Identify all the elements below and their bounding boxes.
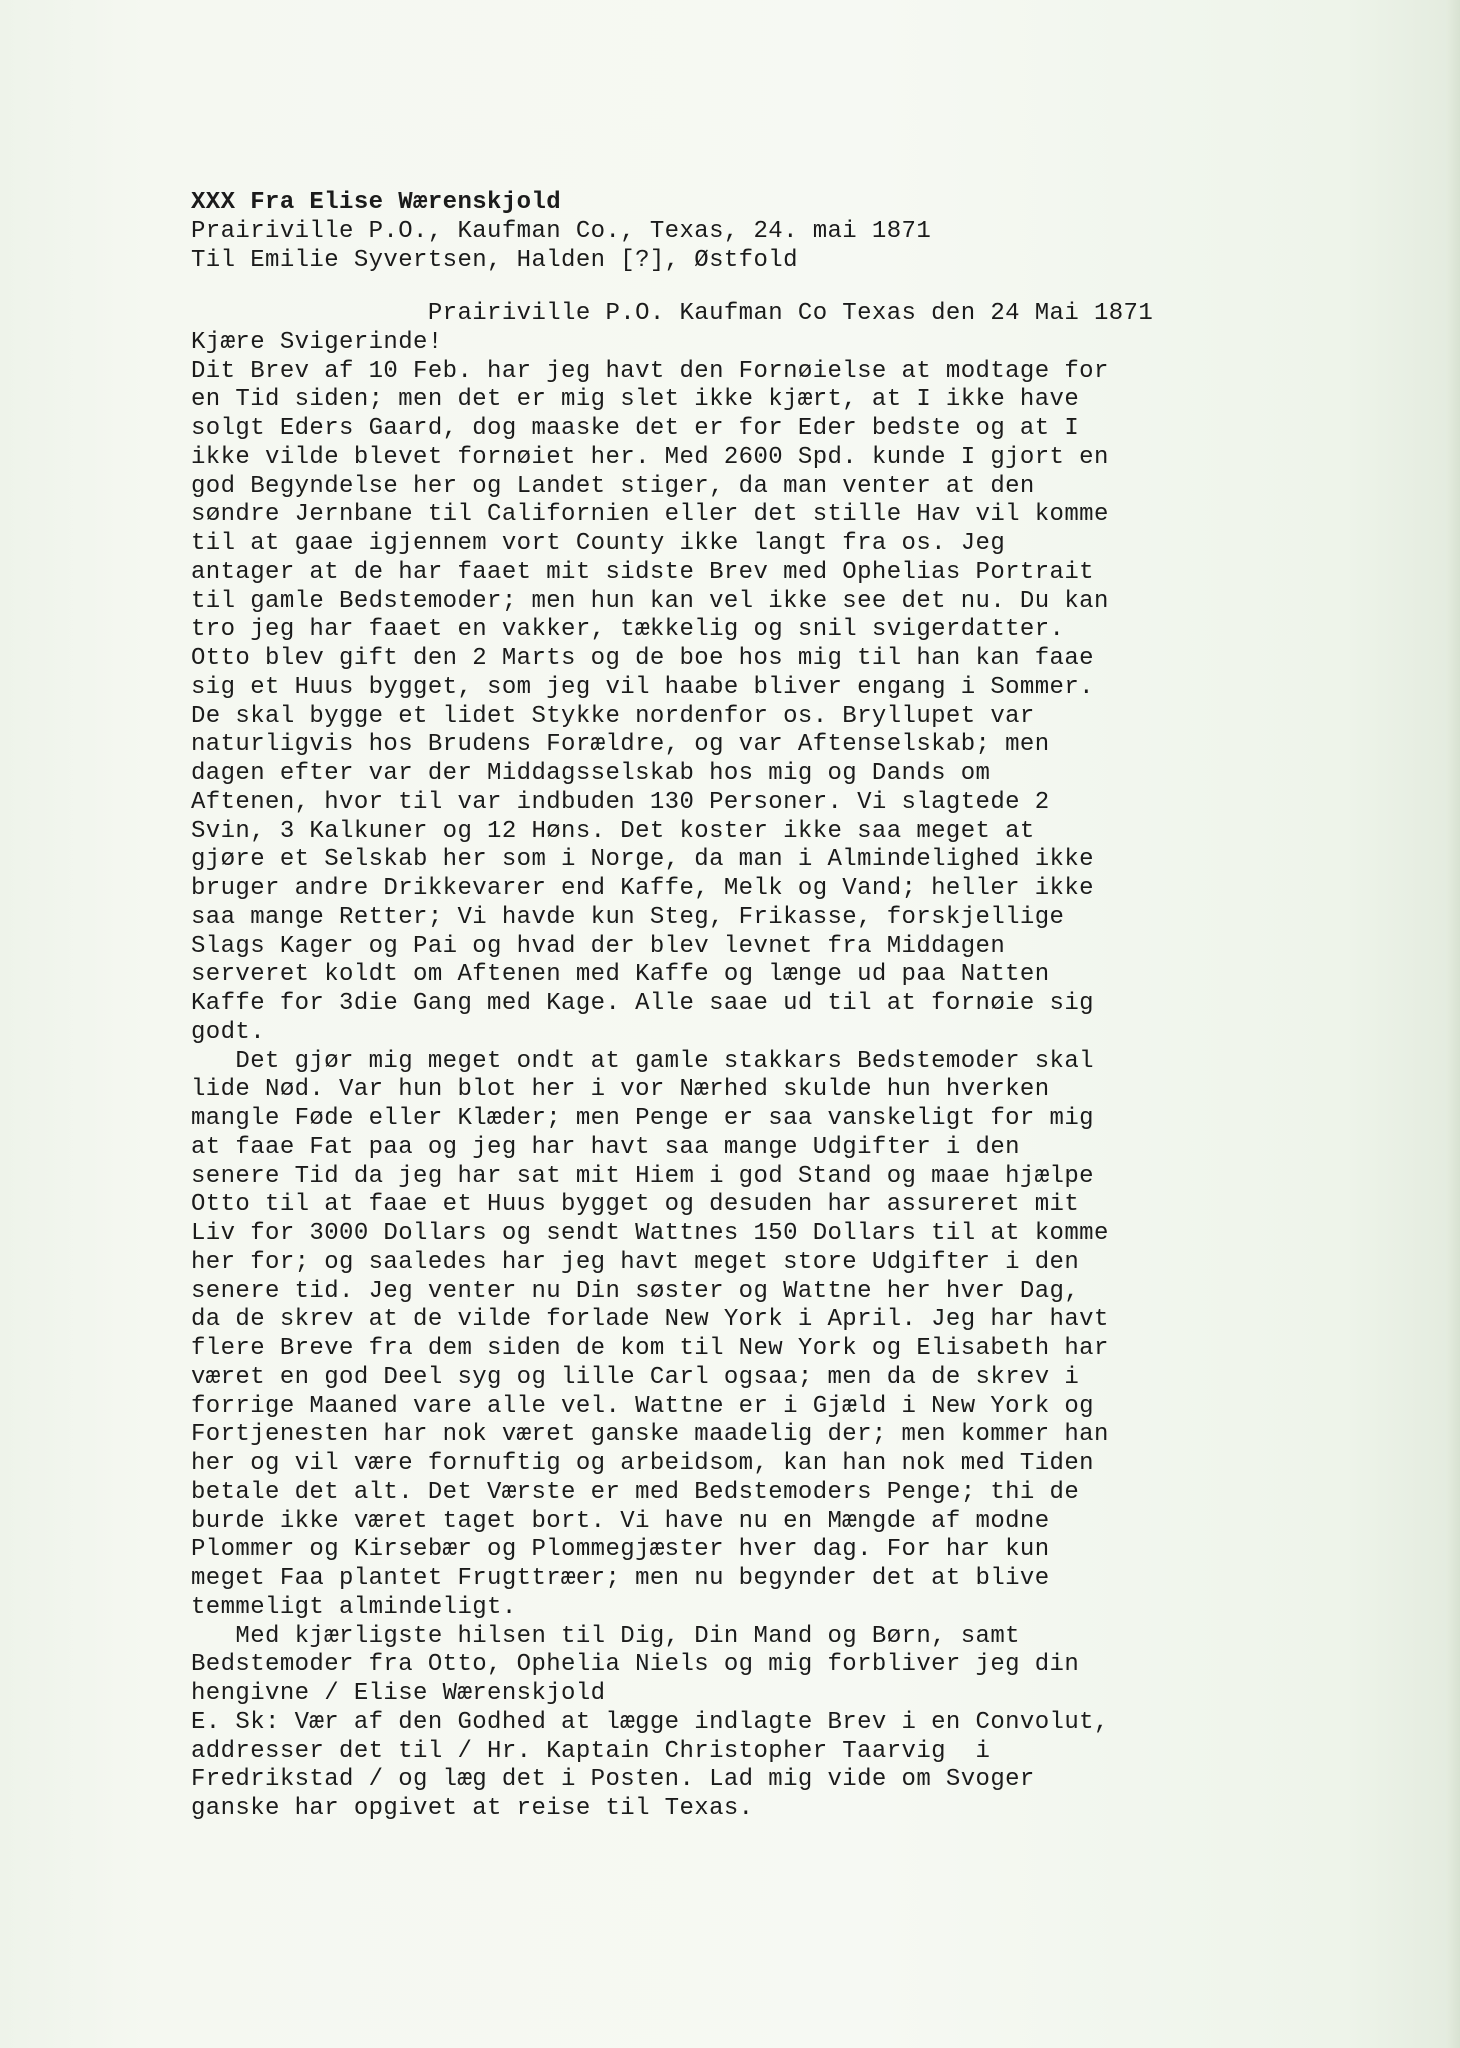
recipient-line: Til Emilie Syvertsen, Halden [?], Østfold	[191, 247, 798, 274]
letter-line: naturligvis hos Brudens Forældre, og var Aftenselskab; men	[191, 731, 1050, 759]
letter-line: addresser det til / Hr. Kaptain Christopher Taarvig i	[191, 1737, 991, 1765]
letter-line: antager at de har faaet mit sidste Brev med Ophelias Portrait	[191, 558, 1094, 586]
letter-line: serveret koldt om Aftenen med Kaffe og længe ud paa Natten	[191, 961, 1050, 989]
letter-line: hengivne / Elise Wærenskjold	[191, 1680, 606, 1707]
letter-line: Otto til at faae et Huus bygget og desuden har assureret mit	[191, 1191, 1080, 1219]
letter-line: senere tid. Jeg venter nu Din søster og Wattne her hver Dag,	[191, 1277, 1080, 1305]
letter-line: søndre Jernbane til Californien eller det stille Hav vil komme	[191, 501, 1109, 529]
letter-line: dagen efter var der Middagsselskab hos mig og Dands om	[191, 760, 991, 787]
letter-line: her og vil være fornuftig og arbeidsom, kan han nok med Tiden	[191, 1450, 1094, 1477]
letter-line: flere Breve fra dem siden de kom til New York og Elisabeth har	[191, 1335, 1109, 1362]
letter-line: Svin, 3 Kalkuner og 12 Høns. Det koster ikke saa meget at	[191, 817, 1035, 845]
letter-line: Kjære Svigerinde!	[191, 328, 443, 356]
letter-line: temmeligt almindeligt.	[191, 1593, 517, 1621]
letter-line: E. Sk: Vær af den Godhed at lægge indlagte Brev i en Convolut,	[191, 1708, 1109, 1736]
letter-line: Fredrikstad / og læg det i Posten. Lad mig vide om Svoger	[191, 1766, 1035, 1794]
letter-line: tro jeg har faaet en vakker, tækkelig og snil svigerdatter.	[191, 616, 1065, 644]
letter-line: saa mange Retter; Vi havde kun Steg, Frikasse, forskjellige	[191, 903, 1065, 931]
document-header	[191, 188, 1351, 275]
letter-line: Aftenen, hvor til var indbuden 130 Personer. Vi slagtede 2	[191, 788, 1050, 816]
letter-line: Prairiville P.O. Kaufman Co Texas den 24 Mai 1871	[191, 300, 1154, 327]
place-date-line: Prairiville P.O., Kaufman Co., Texas, 24. mai 1871	[191, 218, 932, 245]
letter-line: ikke vilde blevet fornøiet her. Med 2600 Spd. kunde I gjort en	[191, 443, 1109, 471]
letter-line: betale det alt. Det Værste er med Bedstemoders Penge; thi de	[191, 1478, 1080, 1506]
letter-line: Kaffe for 3die Gang med Kage. Alle saae ud til at fornøie sig	[191, 990, 1094, 1017]
letter-line: burde ikke været taget bort. Vi have nu en Mængde af modne	[191, 1507, 1050, 1535]
letter-line: meget Faa plantet Frugttræer; men nu begynder det at blive	[191, 1565, 1050, 1592]
letter-line: at faae Fat paa og jeg har havt saa mange Udgifter i den	[191, 1133, 1020, 1161]
letter-line: en Tid siden; men det er mig slet ikke kjært, at I ikke have	[191, 386, 1080, 414]
letter-line: til at gaae igjennem vort County ikke langt fra os. Jeg	[191, 530, 1006, 557]
letter-line: Liv for 3000 Dollars og sendt Wattnes 150 Dollars til at komme	[191, 1220, 1109, 1247]
document-title: XXX Fra Elise Wærenskjold	[191, 189, 562, 216]
letter-line: Plommer og Kirsebær og Plommegjæster hver dag. For har kun	[191, 1536, 1050, 1564]
letter-line: god Begyndelse her og Landet stiger, da man venter at den	[191, 472, 1035, 500]
letter-line: gjøre et Selskab her som i Norge, da man i Almindelighed ikke	[191, 846, 1094, 874]
letter-line: Otto blev gift den 2 Marts og de boe hos mig til han kan faae	[191, 645, 1094, 672]
page-edge	[1446, 0, 1460, 2048]
letter-line: til gamle Bedstemoder; men hun kan vel ikke see det nu. Du kan	[191, 587, 1109, 615]
letter-line: forrige Maaned vare alle vel. Wattne er i Gjæld i New York og	[191, 1392, 1094, 1420]
letter-line: godt.	[191, 1018, 266, 1046]
letter-line: senere Tid da jeg har sat mit Hiem i god Stand og maae hjælpe	[191, 1162, 1094, 1190]
letter-line: været en god Deel syg og lille Carl ogsaa; men da de skrev i	[191, 1363, 1080, 1391]
letter-line: De skal bygge et lidet Stykke nordenfor os. Bryllupet var	[191, 702, 1035, 730]
letter-line: da de skrev at de vilde forlade New York i April. Jeg har havt	[191, 1306, 1109, 1334]
letter-line: sig et Huus bygget, som jeg vil haabe bliver engang i Sommer.	[191, 673, 1094, 701]
letter-line: Slags Kager og Pai og hvad der blev levnet fra Middagen	[191, 932, 1006, 960]
letter-line: Det gjør mig meget ondt at gamle stakkars Bedstemoder skal	[191, 1047, 1094, 1075]
letter-line: solgt Eders Gaard, dog maaske det er for Eder bedste og at I	[191, 415, 1080, 442]
letter-line: Fortjenesten har nok været ganske maadelig der; men kommer han	[191, 1421, 1109, 1449]
letter-line: her for; og saaledes har jeg havt meget store Udgifter i den	[191, 1248, 1080, 1276]
letter-line: Med kjærligste hilsen til Dig, Din Mand og Børn, samt	[191, 1622, 1020, 1650]
letter-line: Dit Brev af 10 Feb. har jeg havt den Fornøielse at modtage for	[191, 357, 1109, 385]
letter-line: lide Nød. Var hun blot her i vor Nærhed skulde hun hverken	[191, 1076, 1050, 1104]
letter-line: ganske har opgivet at reise til Texas.	[191, 1795, 754, 1822]
letter-line: bruger andre Drikkevarer end Kaffe, Melk og Vand; heller ikke	[191, 875, 1094, 902]
letter-line: Bedstemoder fra Otto, Ophelia Niels og mig forbliver jeg din	[191, 1651, 1080, 1679]
letter-body	[191, 300, 1351, 1824]
letter-line: mangle Føde eller Klæder; men Penge er saa vanskeligt for mig	[191, 1105, 1094, 1132]
